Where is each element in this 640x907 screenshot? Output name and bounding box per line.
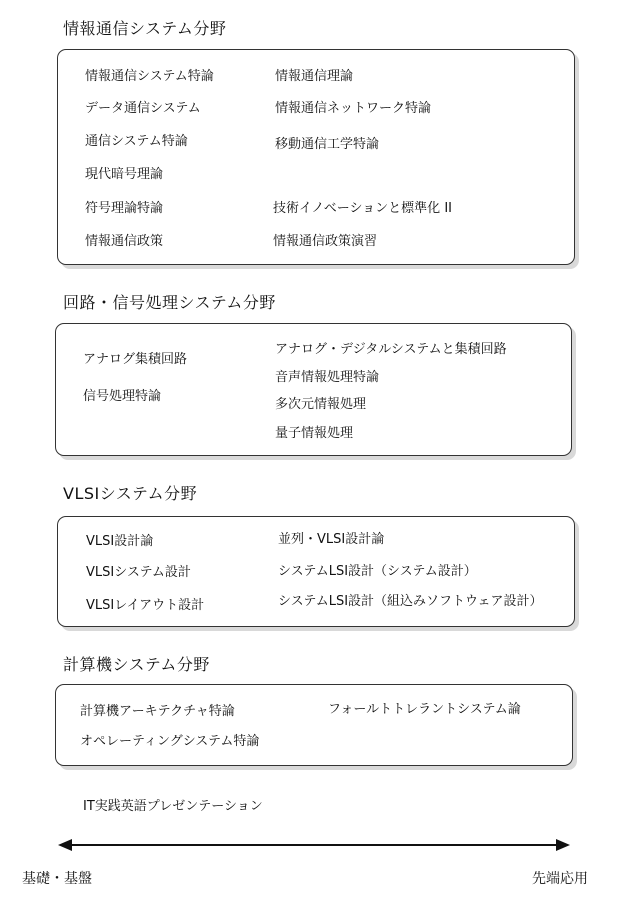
course-item: オペレーティングシステム特論 bbox=[80, 734, 260, 749]
course-item: 情報通信理論 bbox=[275, 69, 354, 84]
course-item: 情報通信政策 bbox=[85, 234, 164, 249]
course-item: システムLSI設計（システム設計） bbox=[278, 564, 477, 579]
course-item: VLSIシステム設計 bbox=[86, 565, 191, 580]
course-item: 情報通信システム特論 bbox=[85, 69, 214, 84]
course-item: アナログ・デジタルシステムと集積回路 bbox=[275, 342, 507, 357]
course-item: 並列・VLSI設計論 bbox=[278, 532, 385, 547]
course-item: 情報通信ネットワーク特論 bbox=[275, 101, 432, 116]
course-item: 符号理論特論 bbox=[85, 201, 164, 216]
course-item: 技術イノベーションと標準化 II bbox=[273, 201, 452, 216]
course-item: 通信システム特論 bbox=[85, 134, 188, 149]
course-item: 情報通信政策演習 bbox=[273, 234, 378, 249]
course-item: 移動通信工学特論 bbox=[275, 137, 380, 152]
course-item: 現代暗号理論 bbox=[85, 167, 164, 182]
section-title-vlsi: VLSIシステム分野 bbox=[63, 484, 198, 503]
axis-label-advanced: 先端応用 bbox=[532, 871, 588, 887]
section-title-circuit-signal: 回路・信号処理システム分野 bbox=[63, 293, 276, 312]
standalone-course: IT実践英語プレゼンテーション bbox=[83, 799, 263, 814]
course-item: 多次元情報処理 bbox=[275, 397, 367, 412]
section-title-info-comm: 情報通信システム分野 bbox=[63, 19, 227, 38]
course-item: 音声情報処理特論 bbox=[275, 370, 380, 385]
course-item: フォールトトレラントシステム論 bbox=[328, 702, 521, 717]
course-item: 計算機アーキテクチャ特論 bbox=[80, 704, 235, 719]
axis-label-fundamental: 基礎・基盤 bbox=[22, 871, 92, 887]
course-item: 量子情報処理 bbox=[275, 426, 354, 441]
course-item: VLSI設計論 bbox=[86, 534, 154, 549]
course-item: データ通信システム bbox=[85, 101, 201, 116]
course-item: システムLSI設計（組込みソフトウェア設計） bbox=[278, 594, 543, 609]
course-item: 信号処理特論 bbox=[83, 389, 162, 404]
course-item: アナログ集積回路 bbox=[83, 352, 188, 367]
section-title-computer: 計算機システム分野 bbox=[63, 655, 210, 674]
course-item: VLSIレイアウト設計 bbox=[86, 598, 205, 613]
